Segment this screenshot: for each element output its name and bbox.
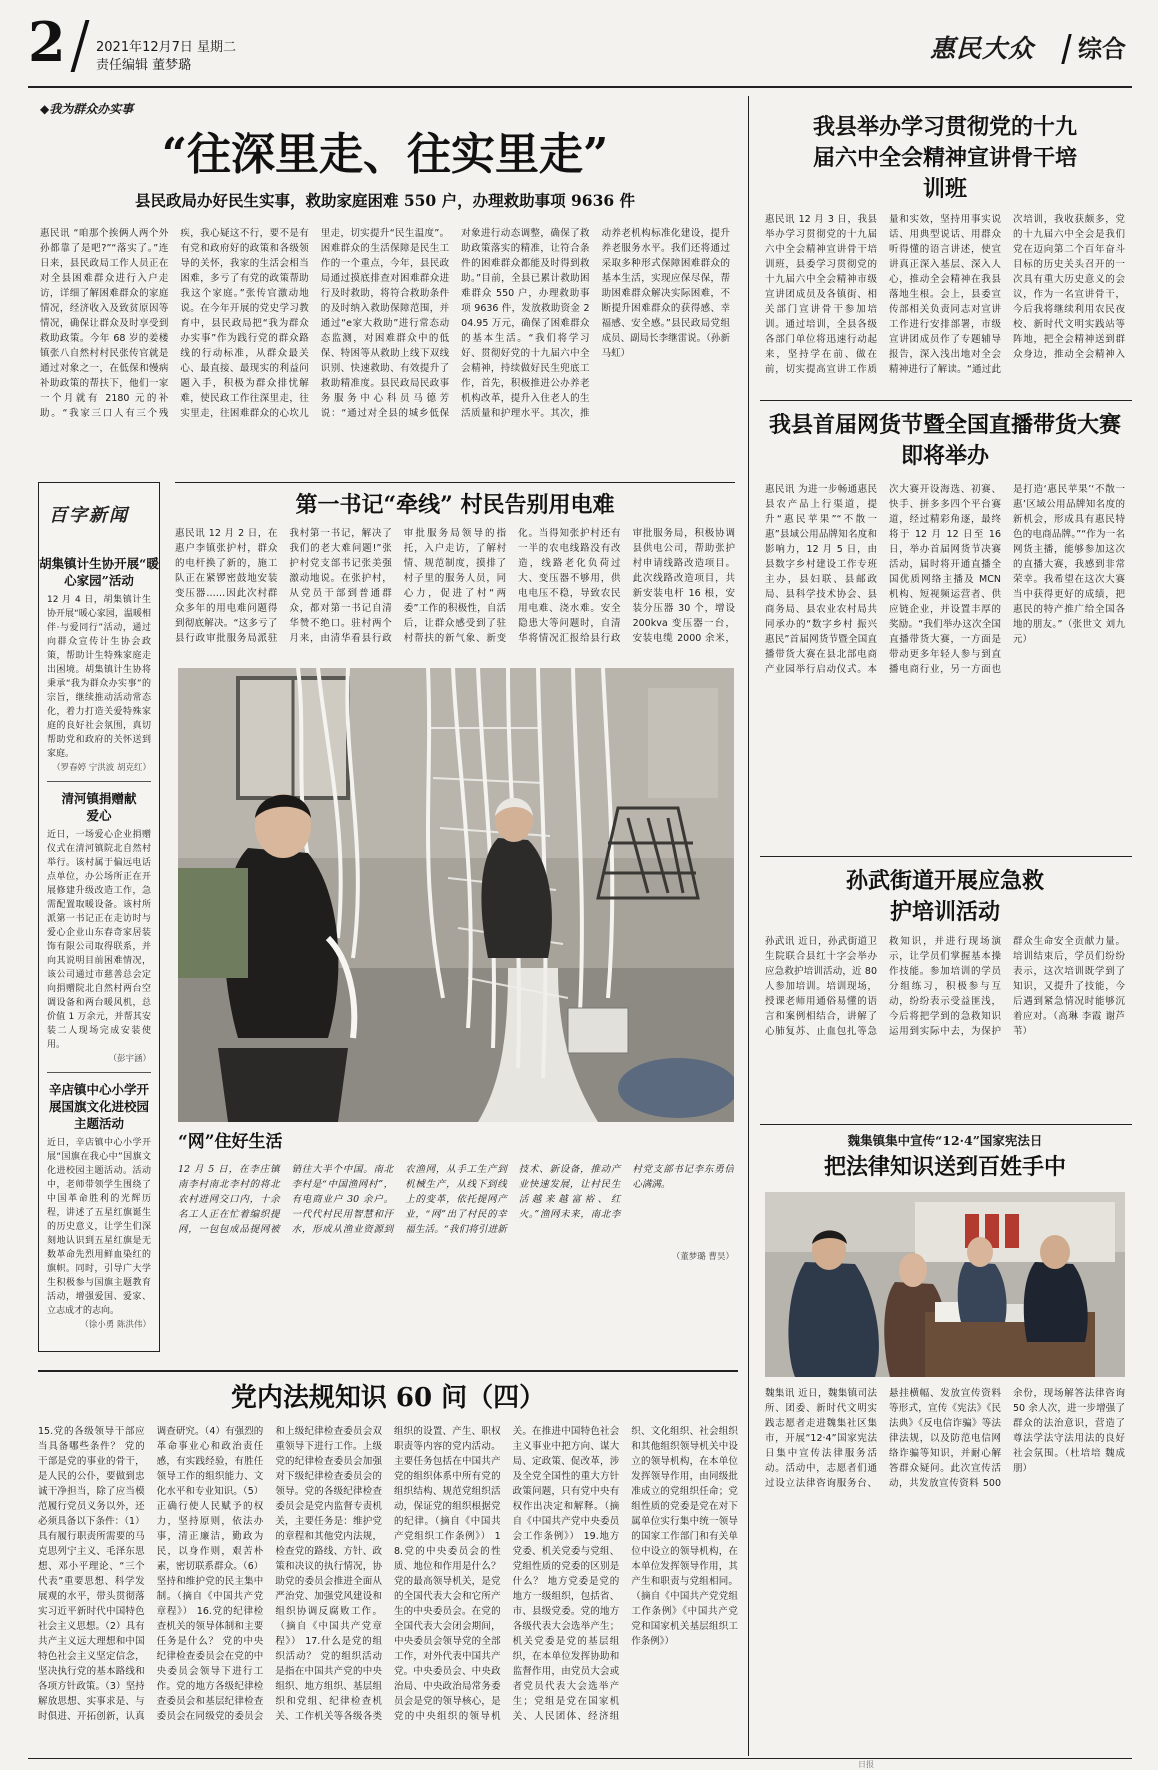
lead-body: 惠民讯 “咱那个挨俩人两个外孙都靠了是吧?”“落实了。”连日来，县民政局工作人员正在对全县困难群众进行入户走访，详细了解困难群众的家庭情况，经济收入及致贫原因等情况，确保让群众及时享受到救助政策。今年 68 岁的姜楼镇张八自然村村民张传官就是通过对象之一，在低保和慢病补助政策的帮扶下，他们一家一个月就有 2180 元的补助。“我家三口人有三个残疾，我心疑这不行，要不是有有党和政府好的政策和各级领导的关怀，我家的生活会相当困难，多亏了有党的政策帮助我这个家庭。”张传官激动地说。在今年开展的党史学习教育中，县民政局把“我为群众办实事”作为践行党的群众路线的行动标准，从群众最关心、最直接、最现实的利益问题入手，积极为群众排忧解难，使民政工作往深里走，往实里走，往困难群众的心坎儿里走，切实提升“民生温度”。困难群众的生活保障是民生工作的一个重点，今年，县民政局通过摸底排查对困难群众进行及时救助，将符合救助条件的及时纳入救助保障范围，并通过“e家大救助”进行常态动态监测，对困难群众中的低保、特困等从救助上线下双线识别、快速救助、有效提升了救助精准度。县民政局民政事务服务中心科员马德芳说：“通过对全县的城乡低保对象进行动态调整，确保了救助政策落实的精准，让符合条件的困难群众都能及时得到救助。”目前，全县已累计救助困难群众 550 户，办理救助事项 9636 件，发放救助资金 204.95 万元，确保了困难群众的基本生活。“我们将学习好、贯彻好党的十九届六中全会精神，持续做好民生兜底工作，首先，积极推进公办养老机构改革，提升入住老人的生活质量和护理水平。其次，推动养老机构标准化建设，提升养老服务水平。我们还将通过采取多种形式保障困难群众的基本生活，实现应保尽保，帮助困难群众解决实际困难，不断提升困难群众的获得感、幸福感、安全感。”县民政局党组成员、副局长李继雷说。（孙新 马虹）	[40, 228, 730, 419]
lead-subheadline: 县民政局办好民生实事，救助家庭困难 550 户，办理救助事项 9636 件	[134, 191, 636, 210]
brief-item-title: 辛店镇中心小学开展国旗文化进校园主题活动	[48, 1082, 149, 1131]
right-rule-1	[760, 400, 1132, 401]
regulations-top-rule	[38, 1370, 738, 1372]
livestream-body: 惠民讯 为进一步畅通惠民县农产品上行渠道，提升“惠民苹果”“不散一惠”县域公用品牌知名度和影响力，12 月 5 日，由县数字乡村建设工作专班主办，县妇联、县邮政局、县科学技术协会、县商务局、县农业农村局共同承办的“数字乡村 振兴惠民”首届网货节暨全国直播带货大赛在县北部电商产业园举行启动仪式。本次大赛开设海选、初赛、快手、拼多多四个平台赛道，经过精彩角逐，最终将于 12 月 12 日至 16 日，举办首届网货节决赛活动，届时将开通直播全国优质网络主播及 MCN 机构、短视频运营者、供应链企业，并设置丰厚的奖励。“我们举办这次全国直播带货大赛，一方面是带动更多年轻人参与到直播电商行业，另一方面也是打造‘惠民苹果’‘不散一惠’区域公用品牌知名度的新机会，形成具有惠民特色的电商品牌。”“作为一名网货主播，能够参加这次的直播大赛，我感到非常荣幸。我希望在这次大赛当中获得更好的成绩，把惠民的特产推广给全国各地的朋友。”（张世文 刘九元）	[765, 484, 1125, 675]
lead-headline: “往深里走、往实里走”	[161, 129, 609, 180]
law-body: 魏集讯 近日，魏集镇司法所、团委、新时代文明实践志愿者走进魏集社区集市，开展“12·4”国家宪法日集中宣传法律服务活动。活动中，志愿者们通过设立法律咨询服务台、悬挂横幅、发放宣传资料等形式，宣传《宪法》《民法典》《反电信诈骗》等法律法规，以及防范电信网络诈骗等知识，并耐心解答群众疑问。此次宣传活动，共发放宣传资料 500 余份，现场解答法律咨询 50 余人次，进一步增强了群众的法治意识，营造了尊法学法守法用法的良好社会氛围。（杜培培 魏成朋）	[765, 1388, 1125, 1489]
regulations-body: 15.党的各级领导干部应当具备哪些条件？ 党的干部是党的事业的骨干，是人民的公仆，要做到忠诚干净担当，除了应当模范履行党员义务以外，还必须具备以下条件：（1）具有履行职责所需要的马克思列宁主义、毛泽东思想、邓小平理论、“三个代表”重要思想、科学发展观的水平，带头贯彻落实习近平新时代中国特色社会主义思想。（2）具有共产主义远大理想和中国特色社会主义坚定信念，坚决执行党的基本路线和各项方针政策。（3）坚持解放思想、实事求是、与时俱进、开拓创新，认真调查研究。（4）有强烈的革命事业心和政治责任感，有实践经验，有胜任领导工作的组织能力、文化水平和专业知识。（5）正确行使人民赋予的权力，坚持原则，依法办事，清正廉洁，勤政为民，以身作则，艰苦朴素，密切联系群众。（6）坚持和维护党的民主集中制。（摘自《中国共产党章程》） 16.党的纪律检查机关的领导体制和主要任务是什么？ 党的中央纪律检查委员会在党的中央委员会领导下进行工作。党的地方各级纪律检查委员会和基层纪律检查委员会在同级党的委员会和上级纪律检查委员会双重领导下进行工作。上级党的纪律检查委员会加强对下级纪律检查委员会的领导。党的各级纪律检查委员会是党内监督专责机关，主要任务是：维护党的章程和其他党内法规，检查党的路线、方针、政策和决议的执行情况，协助党的委员会推进全面从严治党、加强党风建设和组织协调反腐败工作。（摘自《中国共产党章程》） 17.什么是党的组织活动？ 党的组织活动是指在中国共产党的中央组织、地方组织、基层组织和党组、纪律检查机关、工作机关等各级各类组织的设置、产生、职权职责等内容的党内活动。主要任务包括在中国共产党的组织体系中所有党的组织结构、规范党组织活动，保证党的组织根据党的纪律。（摘自《中国共产党组织工作条例》） 18.党的中央委员会的性质、地位和作用是什么？ 党的最高领导机关，是党的全国代表大会和它所产生的中央委员会。在党的全国代表大会闭会期间，中央委员会领导党的全部工作，对外代表中国共产党。中央委员会、中央政治局、中央政治局常务委员会是党的领导核心，是党的中央组织的领导机关。在推进中国特色社会主义事业中把方向、谋大局、定政策、促改革，涉及全党全国性的重大方针政策问题，只有党中央有权作出决定和解释。（摘自《中国共产党中央委员会工作条例》） 19.地方党委、机关党委与党组、党组性质的党委的区别是什么？ 地方党委是党的地方一级组织，包括省、市、县级党委。党的地方各级代表大会选举产生；机关党委是党的基层组织，在本单位发挥协助和监督作用，由党员大会或者党员代表大会选举产生；党组是党在国家机关、人民团体、经济组织、文化组织、社会组织和其他组织领导机关中设立的领导机构，在本单位发挥领导作用，由同级批准成立的党组织任命；党组性质的党委是党在对下属单位实行集中统一领导的国家工作部门和有关单位中设立的领导机构，在本单位发挥领导作用，其产生和职责与党组相同。（摘自《中国共产党党组工作条例》《中国共产党党和国家机关基层组织工作条例》）	[38, 1426, 738, 1722]
brief-item-byline: （徐小勇 陈洪伟）	[80, 1320, 151, 1330]
feature-body: 惠民讯 12 月 2 日，在惠户李镇张护村，群众的电杆换了新的，施工队正在紧锣密鼓地安装变压器……因此次村群众多年的用电难问题得到彻底解决。“这多亏了县行政审批服务局派驻我村第一书记，解决了我们的老大难问题!”张护村党支部书记张美强激动地说。在张护村，从党员干部到普通群众，都对第一书记自清华赞不绝口。驻村两个月来，由清华看县行政审批服务局领导的指托，入户走访，了解村情、规范制度，摸排了村子里的服务人员，同心力，促进了村“两委”工作的积极性，自活后，让群众感受到了驻村帮扶的新气象、新变化。当得知张护村还有一半的农电线路没有改造，线路老化负荷过大、变压器不够用，供电电压不稳，导致农民用电难、浇水难。安全隐患大等问题时，自清华将情况汇报给县行政审批服务局，积极协调县供电公司，帮助张护村申请线路改造项目。此次线路改造项目，共新安装电杆 16 根，安装分压器 30 个，增设 200kva 变压器一台，安装电缆 2000 余米，	[175, 528, 735, 644]
brief-item-body: 近日，辛店镇中心小学开展“国旗在我心中”国旗文化进校园主题活动。活动中，老师带领学生围绕了中国革命胜利的光辉历程，讲述了五星红旗诞生的历史意义，让学生们深刻地认识到五星红旗是无数革命先烈用鲜血染红的旗帜。同时，引导广大学生积极参与国旗主题教育活动，增强爱国、爱家、立志成才的志向。	[47, 1138, 151, 1316]
brief-item-title: 清河镇捐赠献爱心	[61, 791, 137, 823]
rope-net-workshop-photo	[178, 668, 734, 1122]
section-divider	[1061, 34, 1071, 64]
right-rule-2	[760, 856, 1132, 857]
regulations-headline: 党内法规知识 60 问（四）	[230, 1383, 546, 1413]
photo-caption-byline: （董梦璐 曹昊）	[671, 1252, 734, 1262]
feature-headline: 第一书记“牵线” 村民告别用电难	[295, 492, 615, 518]
first-aid-body: 孙武讯 近日，孙武街道卫生院联合县红十字会举办应急救护培训活动，近 80 人参加培训。培训现场，授课老师用通俗易懂的语言和案例相结合，讲解了心肺复苏、止血包扎等急救知识，并进行现场演示，让学员们掌握基本操作技能。参加培训的学员分组练习，积极参与互动，纷纷表示受益匪浅，今后将把学到的急救知识运用到实际中去，为保护群众生命安全贡献力量。培训结束后，学员们纷纷表示，这次培训既学到了知识，又提升了技能，今后遇到紧急情况时能够沉着应对。（高琳 李霞 谢芦苇）	[765, 936, 1125, 1037]
brief-item-title: 胡集镇计生协开展“暖心家园”活动	[39, 556, 159, 588]
page-bottom-rule	[28, 1758, 1132, 1759]
brief-item-byline: （彭宇涵）	[108, 1054, 151, 1064]
right-rule-3	[760, 1124, 1132, 1125]
photo-caption-title: “网”住好生活	[178, 1132, 283, 1152]
editor-credit: 责任编辑 董梦璐	[96, 58, 192, 73]
law-outreach-photo	[765, 1192, 1125, 1377]
law-kicker: 魏集镇集中宣传“12·4”国家宪法日	[847, 1133, 1043, 1148]
rope-net-workshop-illustration	[178, 668, 734, 1122]
training-body: 惠民讯 12 月 3 日，我县举办学习贯彻党的十九届六中全会精神宣讲骨干培训班，县委学习贯彻党的十九届六中全会精神市级宣讲团成员及各镇街、相关部门宣讲骨干参加培训。通过培训，全县各级各部门单位将迅速行动起来，坚持学在前、做在前，切实提高宣讲工作质量和实效，坚持用事实说话、用典型说话、用群众听得懂的语言讲述，使宣讲真正深入基层、深入人心，推动全会精神在我县落地生根。会上，县委宣传部相关负责同志对宣讲工作进行安排部署，市级宣讲团成员作了专题辅导报告，深入浅出地对全会精神进行了解读。“通过此次培训，我收获颇多，党的十九届六中全会是我们党在迈向第二个百年奋斗目标的历史关头召开的一次具有重大历史意义的会议，作为一名宣讲骨干，今后我将继续利用农民夜校、新时代文明实践站等阵地，把全会精神送到群众身边，推动全会精神入	[765, 214, 1125, 375]
brief-news-header: 百字新闻	[49, 505, 129, 526]
first-aid-headline: 孙武街道开展应急救护培训活动	[845, 868, 1044, 925]
law-outreach-illustration	[765, 1192, 1125, 1377]
lead-bottom-rule	[175, 482, 735, 483]
page-edge-tag: 日报	[858, 1760, 874, 1769]
law-headline: 把法律知识送到百姓手中	[823, 1154, 1066, 1180]
section-name: 综合	[1078, 34, 1126, 63]
main-column-divider	[748, 96, 749, 1756]
brief-item-2	[39, 790, 159, 1064]
training-headline: 我县举办学习贯彻党的十九届六中全会精神宣讲骨干培训班	[812, 114, 1077, 202]
brief-item-byline: （罗春婷 宁洪波 胡克红）	[52, 763, 151, 773]
brief-item-1	[39, 555, 159, 773]
page-number: 2	[28, 10, 66, 74]
brief-item-body: 12 月 4 日，胡集镇计生协开展“暖心家园，温暖相伴·与爱同行”活动，通过向群众宣传计生协会政策，帮助计生特殊家庭走出困境。胡集镇计生协将秉承“我为群众办实事”的宗旨，继续推动活动常态化，着力打造关爱特殊家庭的良好社会氛围，真切帮助党和政府的关怀送到家庭。	[47, 595, 151, 759]
masthead-rule	[28, 86, 1132, 88]
paper-name-logo: 惠民大众	[930, 34, 1035, 63]
brief-news-sidebar	[38, 482, 160, 1352]
issue-date: 2021年12月7日 星期二	[96, 40, 237, 55]
page-slash	[71, 20, 90, 72]
column-tag: ◆我为群众办实事	[40, 102, 134, 116]
brief-item-3	[39, 1081, 159, 1330]
masthead	[0, 0, 1158, 84]
brief-item-body: 近日，一场爱心企业捐赠仪式在清河镇院北自然村举行。该村属于偏远电话点单位，办公场所正在开展修建升级改造工作，急需配置取暖设备。该村所派第一书记正在走访时与爱心企业山东春奇家居装饰有限公司取得联系，并向其说明目前困难情况，该公司通过市慈善总会定向捐赠院北自然村两台空调设备和两台暖风机，总价值 1 万余元，并帮其安装二人现场完成安装使用。	[47, 830, 151, 1050]
photo-caption-body: 12 月 5 日，在李庄镇南李村南北李村的将北农村进网交口内，十余名工人正在忙着编织提网，一包包成品提网被销往大半个中国。南北李村是“中国渔网村”，有电商业户 30 余户。一代代村民用智慧和汗水，形成从渔业资源到农渔网，从手工生产到机械生产，从线下到线上的变革，依托提网产业，“网”出了村民的幸福生活。“我们将引进新技术、新设备，推动产业快速发展，让村民生活越来越富裕、红火。”渔网未来，南北李村党支部书记李东勇信心满满。	[178, 1164, 734, 1235]
livestream-headline: 我县首届网货节暨全国直播带货大赛即将举办	[768, 412, 1121, 469]
